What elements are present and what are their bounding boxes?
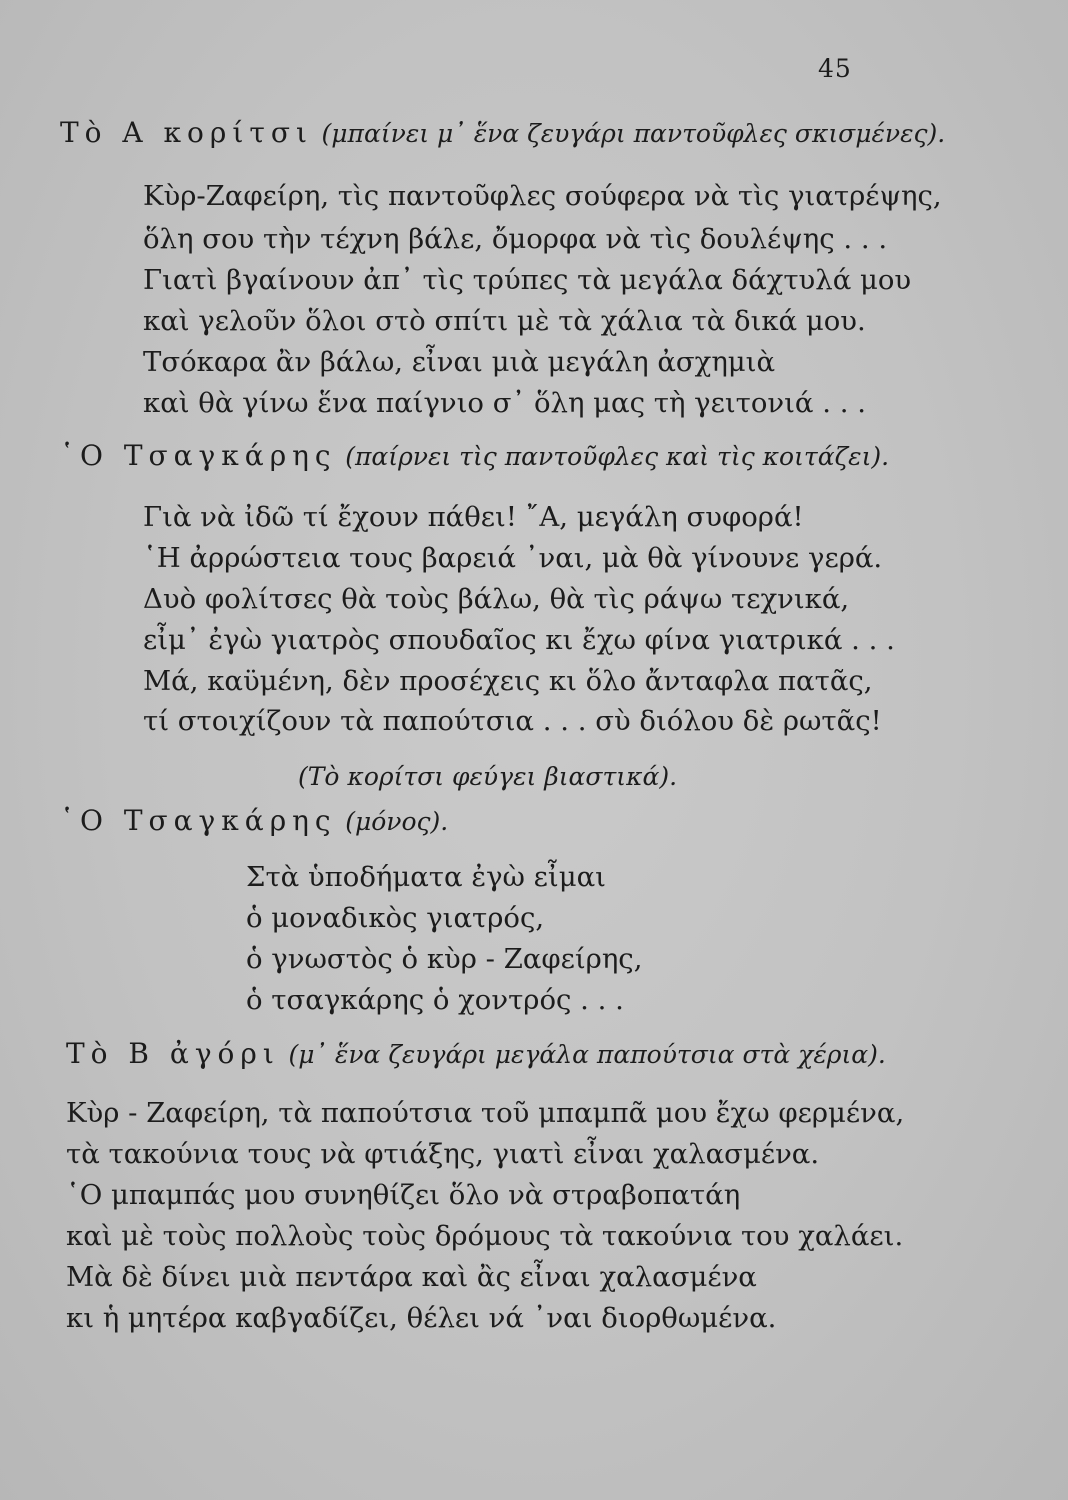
verse-line: Μὰ δὲ δίνει μιὰ πεντάρα καὶ ἂς εἶναι χαλασμένα <box>66 1261 757 1293</box>
speaker-name: Τὸ Α κορίτσι <box>60 116 313 149</box>
verse-line: καὶ γελοῦν ὅλοι στὸ σπίτι μὲ τὰ χάλια τὰ δικά μου. <box>143 305 866 337</box>
stage-direction: (μόνος). <box>345 807 449 836</box>
stage-direction: (μ᾽ ἕνα ζευγάρι μεγάλα παπούτσια στὰ χέρια). <box>288 1040 886 1069</box>
verse-line: ὁ μοναδικὸς γιατρός, <box>246 902 545 934</box>
speaker-name: ῾Ο Τσαγκάρης <box>60 804 337 837</box>
verse-line: τί στοιχίζουν τὰ παπούτσια . . . σὺ διόλου δὲ ρωτᾶς! <box>143 705 882 737</box>
verse-line: Κὺρ - Ζαφείρη, τὰ παπούτσια τοῦ μπαμπᾶ μου ἔχω φερμένα, <box>66 1097 905 1129</box>
speaker-heading <box>60 116 945 151</box>
verse-line: καὶ μὲ τοὺς πολλοὺς τοὺς δρόμους τὰ τακούνια του χαλάει. <box>66 1220 904 1252</box>
verse-line: Στὰ ὑποδήματα ἐγὼ εἶμαι <box>246 861 606 893</box>
speaker-heading <box>60 804 448 839</box>
verse-line: εἶμ᾽ ἐγὼ γιατρὸς σπουδαῖος κι ἔχω φίνα γιατρικά . . . <box>143 624 895 656</box>
stage-direction: (μπαίνει μ᾽ ἕνα ζευγάρι παντοῦφλες σκισμένες). <box>321 119 946 148</box>
verse-line: ὁ γνωστὸς ὁ κὺρ - Ζαφείρης, <box>246 943 643 975</box>
speaker-name: Τὸ Β ἀγόρι <box>66 1037 280 1070</box>
stage-direction: (Τὸ κορίτσι φεύγει βιαστικά). <box>298 762 678 791</box>
speaker-heading <box>66 1037 886 1072</box>
verse-line: Τσόκαρα ἂν βάλω, εἶναι μιὰ μεγάλη ἀσχημιὰ <box>143 346 776 378</box>
verse-line: ὁ τσαγκάρης ὁ χοντρός . . . <box>246 984 624 1016</box>
verse-line: κι ἡ μητέρα καβγαδίζει, θέλει νά ᾽ναι διορθωμένα. <box>66 1302 777 1334</box>
verse-line: Δυὸ φολίτσες θὰ τοὺς βάλω, θὰ τὶς ράψω τεχνικά, <box>143 583 850 615</box>
verse-line: Κὺρ-Ζαφείρη, τὶς παντοῦφλες σούφερα νὰ τὶς γιατρέψης, <box>143 180 942 212</box>
verse-line: καὶ θὰ γίνω ἕνα παίγνιο σ᾽ ὅλη μας τὴ γειτονιά . . . <box>143 387 866 419</box>
speaker-heading <box>60 439 889 474</box>
verse-line: ῾Ο μπαμπάς μου συνηθίζει ὅλο νὰ στραβοπατάη <box>66 1179 741 1211</box>
speaker-name: ῾Ο Τσαγκάρης <box>60 439 337 472</box>
verse-line: Γιατὶ βγαίνουν ἀπ᾽ τὶς τρύπες τὰ μεγάλα δάχτυλά μου <box>143 264 912 296</box>
page-number: 45 <box>818 54 852 83</box>
verse-line: ὅλη σου τὴν τέχνη βάλε, ὄμορφα νὰ τὶς δουλέψης . . . <box>143 223 888 255</box>
stage-direction: (παίρνει τὶς παντοῦφλες καὶ τὶς κοιτάζει). <box>345 442 890 471</box>
verse-line: ῾Η ἀρρώστεια τους βαρειά ᾽ναι, μὰ θὰ γίνουνε γερά. <box>143 542 883 574</box>
verse-line: Γιὰ νὰ ἰδῶ τί ἔχουν πάθει! ῎Α, μεγάλη συφορά! <box>143 501 804 533</box>
verse-line: τὰ τακούνια τους νὰ φτιάξης, γιατὶ εἶναι χαλασμένα. <box>66 1138 820 1170</box>
verse-line: Μά, καϋμένη, δὲν προσέχεις κι ὅλο ἄνταφλα πατᾶς, <box>143 665 873 697</box>
